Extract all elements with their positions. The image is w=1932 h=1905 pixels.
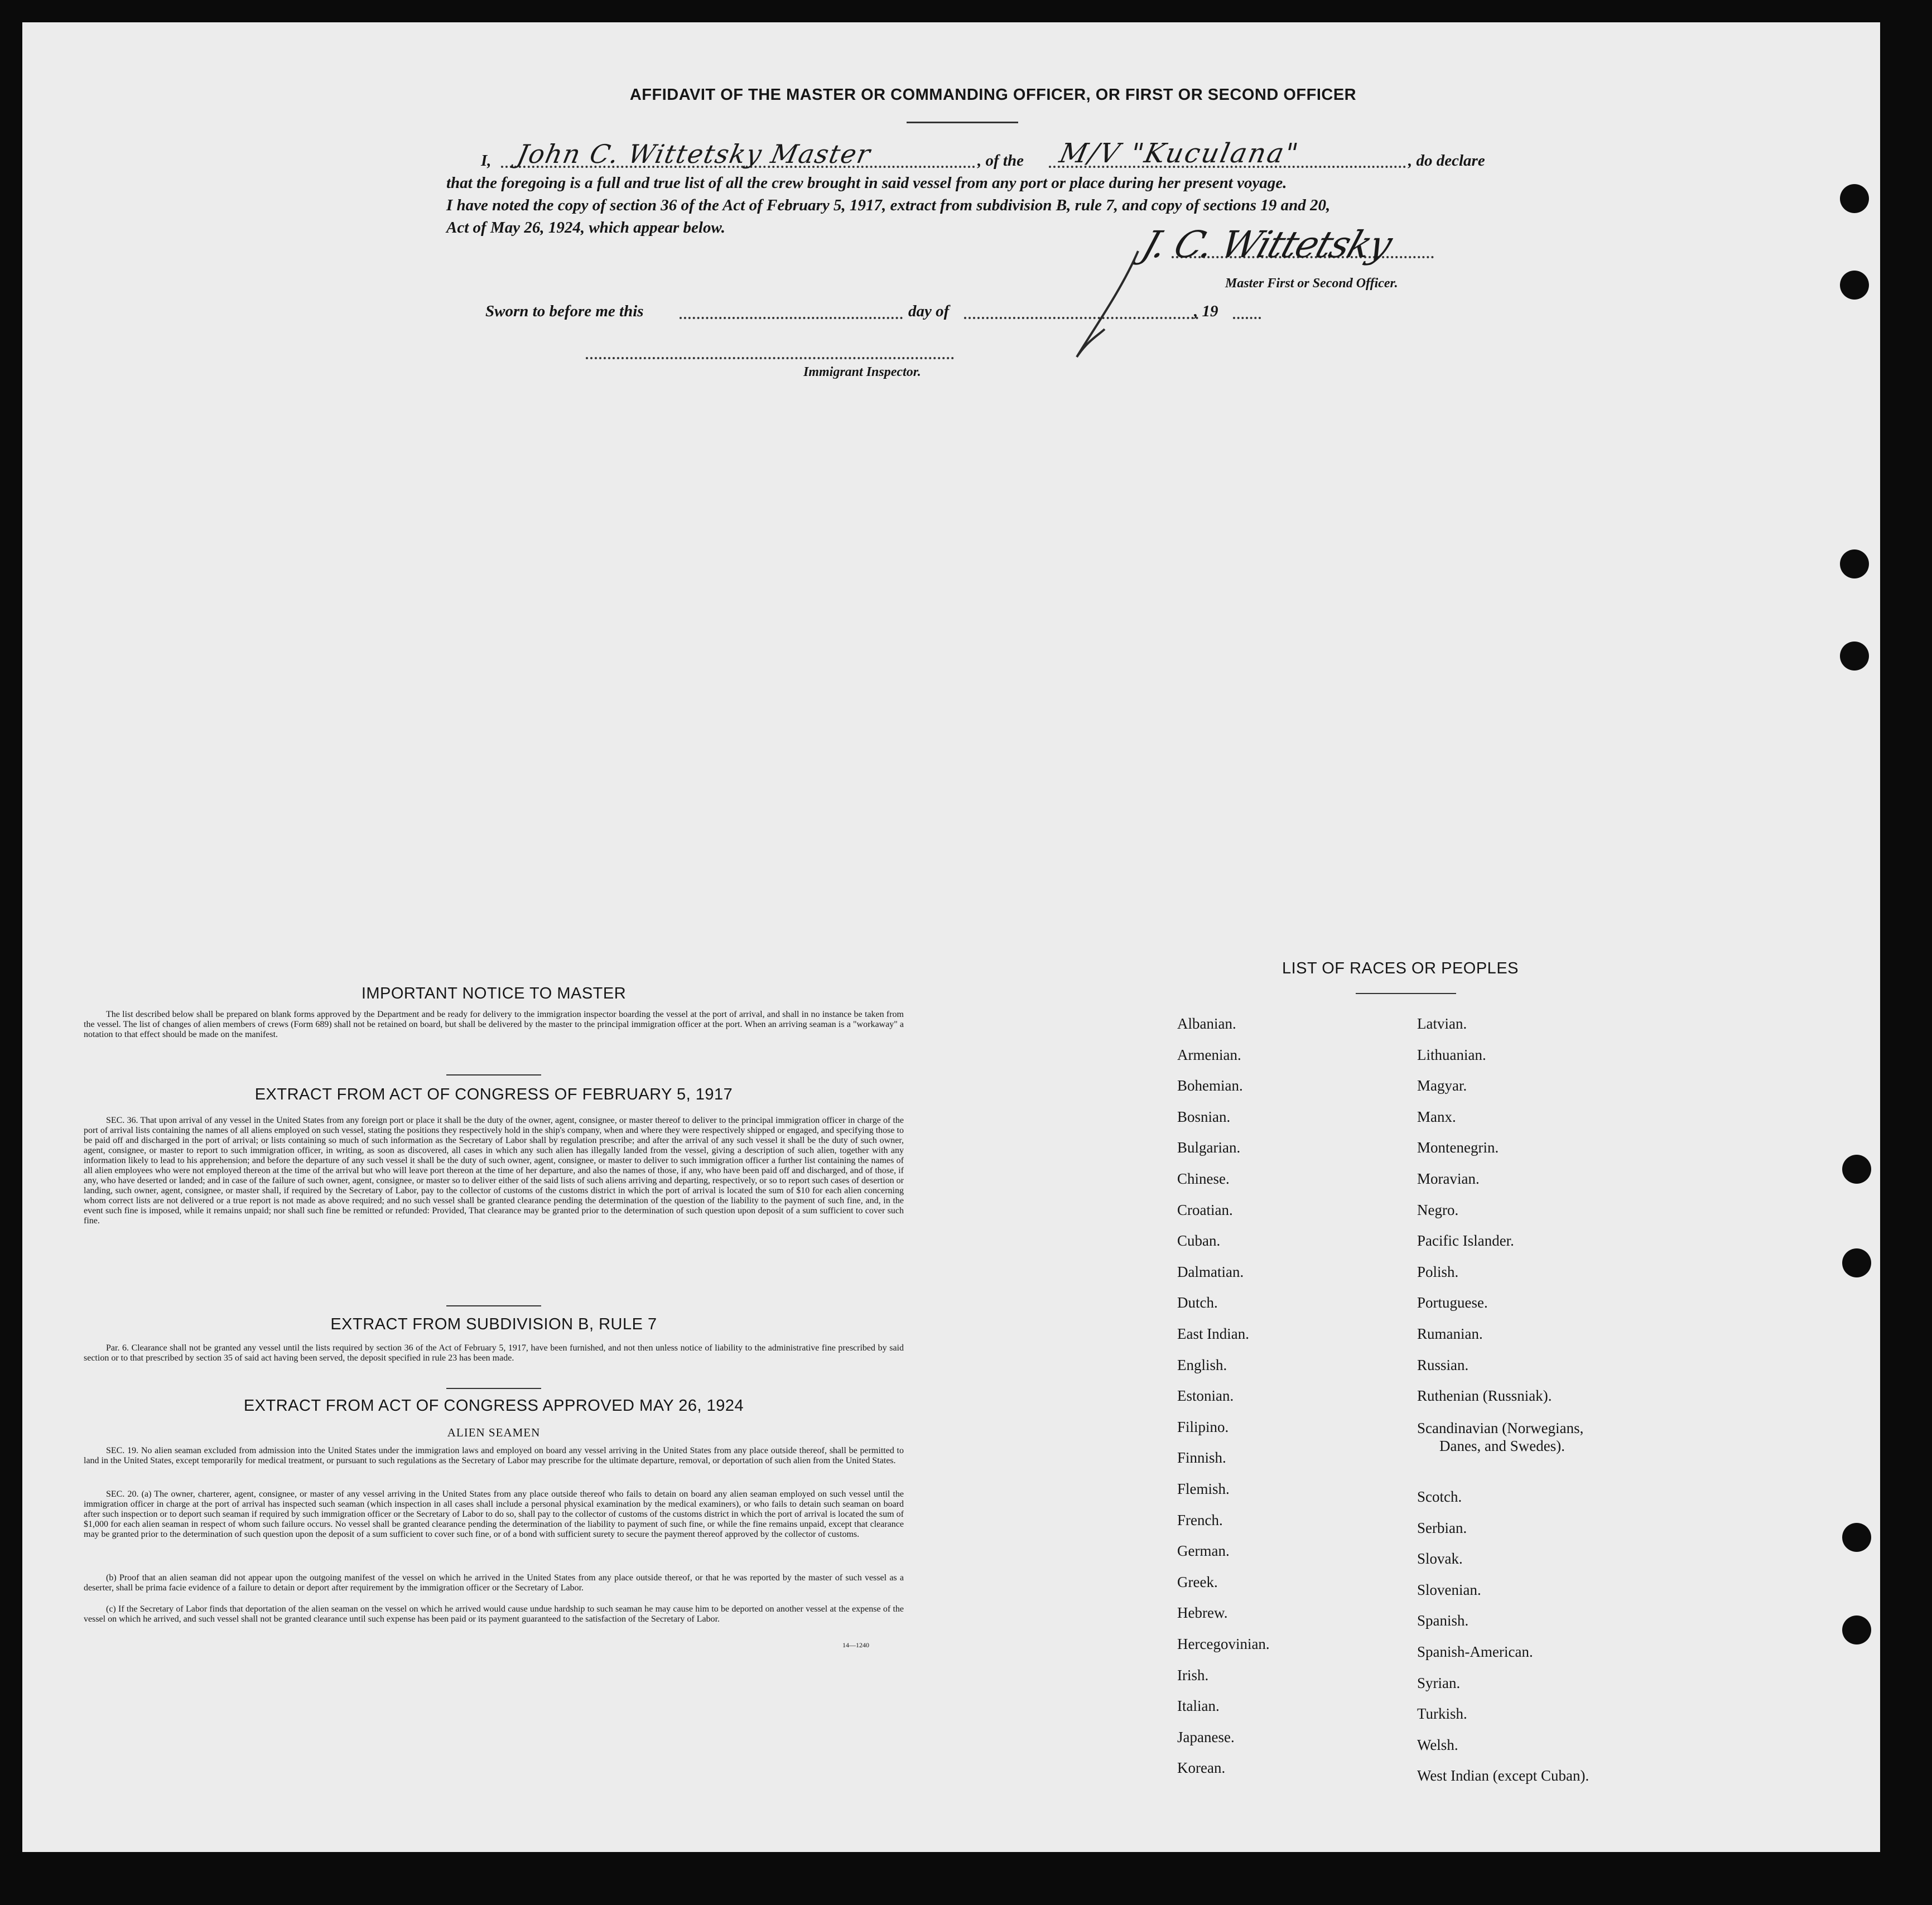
master-name-field [501,139,975,169]
alien-seamen-subheading: ALIEN SEAMEN [447,1426,541,1439]
affidavit-line1-suffix: , do declare [1408,152,1485,170]
race-item: Chinese. [1177,1170,1230,1187]
punch-hole [1840,184,1869,213]
race-item: Scandinavian (Norwegians, [1417,1420,1584,1437]
race-item: Rumanian. [1417,1325,1483,1342]
sec20c-text: (c) If the Secretary of Labor finds that deportation of the alien seaman on the vessel on which he arrived would cause undue hardship to such seaman he may cause him to be deported on another vessel at the expense of the vessel on which he arrived, and such vessel shall not be granted clearance until such expense has been paid or its payment guaranteed to the satisfaction of the Secretary of Labor. [84,1604,904,1624]
race-item: Scotch. [1417,1488,1462,1505]
race-item: Irish. [1177,1666,1209,1684]
race-item: Latvian. [1417,1015,1467,1032]
affidavit-line3: I have noted the copy of section 36 of the Act of February 5, 1917, extract from subdivision B, rule 7, and copy of sections 19 and 20, [446,196,1331,214]
sworn-year-label: , 19 [1194,302,1218,320]
sworn-day-field [680,317,903,319]
race-item: English. [1177,1356,1227,1373]
race-item: Pacific Islander. [1417,1232,1514,1250]
signature-flourish [1071,245,1160,368]
extract-1917-heading: EXTRACT FROM ACT OF CONGRESS OF FEBRUARY 5, 1917 [254,1086,733,1103]
race-item: Estonian. [1177,1387,1234,1405]
notice-text: The list described below shall be prepared on blank forms approved by the Department and be ready for delivery to the immigration inspector boarding the vessel at the port of arrival, and shall in no instance be taken from the vessel. The list of changes of alien members of crews (Form 689) shall not be retained on board, but shall be delivered by the master to the principal immigration officer at the port. When an arriving seaman is a "workaway" a notation to that effect should be made on the manifest. [84,1010,904,1039]
race-item: Cuban. [1177,1232,1221,1250]
sworn-year-field [1233,317,1261,319]
race-item: Spanish-American. [1417,1643,1533,1660]
race-item: Hebrew. [1177,1604,1228,1622]
inspector-caption: Immigrant Inspector. [803,365,921,379]
race-item: Italian. [1177,1697,1220,1715]
affidavit-line2: that the foregoing is a full and true list of all the crew brought in said vessel from any port or place during her present voyage. [446,174,1287,192]
race-item: Dalmatian. [1177,1263,1244,1280]
race-item: Albanian. [1177,1015,1236,1032]
race-item: Lithuanian. [1417,1046,1486,1063]
race-item: Turkish. [1417,1705,1467,1723]
extract-1924-heading: EXTRACT FROM ACT OF CONGRESS APPROVED MAY 26, 1924 [243,1397,744,1415]
race-item: Hercegovinian. [1177,1636,1270,1652]
vessel-name-field [1049,138,1406,169]
race-item: Slovak. [1417,1550,1463,1568]
extract-1917-text: SEC. 36. That upon arrival of any vessel in the United States from any foreign port or place it shall be the duty of the owner, agent, consignee, or master thereof to deliver to the principal immigration officer in charge of the port of arrival lists containing the names of all aliens employed on such vessel, stating the positions they respectively hold in the ship's company, when and where they were respectively shipped or engaged, and specifying those to be paid off and discharged in the port of arrival; or lists containing so much of such information as the Secretary of Labor shall by regulation prescribe; and after the arrival of any such vessel it shall be the duty of such owner, agent, consignee, or master to report to such immigration officer, in writing, as soon as discovered, all cases in which any such alien has illegally landed from the vessel, giving a description of such alien, together with any information likely to lead to his apprehension; and before the departure of any such vessel it shall be the duty of such owner, agent, consignee, or master to deliver to such immigration officer a further list containing the names of all alien employees who were not employed thereon at the time of the arrival but who will leave port thereon at the time of her departure, and also the names of those, if any, who have been paid off and discharged, and of those, if any, who have deserted or landed; and in case of the failure of such owner, agent, consignee, or master so to deliver either of the said lists of such aliens arriving and departing, respectively, or so to report such cases of desertion or landing, such owner, agent, consignee, or master shall, if required by the Secretary of Labor, pay to the collector of customs of the customs district in which the port of arrival is located the sum of $10 for each alien concerning whom correct lists are not delivered or a true report is not made as above required; and no such vessel shall be granted clearance pending the determination of the question of the liability to the payment of such fine, and, in the event such fine is imposed, while it remains unpaid; nor shall such fine be remitted or refunded: Provided, That clearance may be granted prior to the determination of such question upon deposit of a sum sufficient to cover such fine. [84,1116,904,1226]
punch-hole [1842,1155,1871,1184]
races-heading: LIST OF RACES OR PEOPLES [1281,959,1519,977]
punch-hole [1840,271,1869,300]
race-item: Negro. [1417,1201,1459,1218]
race-item: Syrian. [1417,1674,1461,1691]
punch-hole [1840,549,1869,578]
rule7-heading: EXTRACT FROM SUBDIVISION B, RULE 7 [330,1315,657,1333]
race-item: German. [1177,1542,1230,1560]
race-item: Magyar. [1417,1077,1467,1094]
race-item: Montenegrin. [1417,1139,1499,1156]
race-item: Welsh. [1417,1736,1458,1753]
race-item: Serbian. [1417,1519,1467,1536]
race-item: Bulgarian. [1177,1139,1241,1156]
race-item: West Indian (except Cuban). [1417,1767,1589,1785]
sec20b-text: (b) Proof that an alien seaman did not appear upon the outgoing manifest of the vessel on which he arrived in the United States from any place outside thereof, or that he was reported by the master of such vessel as a deserter, shall be prima facie evidence of a failure to detain or deport after requirement by the immigration officer or the Secretary of Labor. [84,1573,904,1593]
race-item: Polish. [1417,1263,1459,1280]
master-name-handwriting: John C. Wittetsky Master [514,139,874,169]
race-item: French. [1177,1511,1223,1528]
punch-hole [1842,1248,1871,1277]
inspector-signature-line [586,357,954,359]
signature-caption: Master First or Second Officer. [1225,276,1398,291]
races-rule [1356,993,1456,994]
race-item: Bohemian. [1177,1077,1243,1094]
race-item: Spanish. [1417,1612,1469,1629]
race-item: Korean. [1177,1759,1226,1777]
race-item: Dutch. [1177,1294,1218,1311]
race-item: Greek. [1177,1573,1218,1590]
form-number: 14—1240 [842,1641,869,1649]
race-item: Ruthenian (Russniak). [1417,1387,1552,1405]
sworn-prefix: Sworn to before me this [485,302,644,320]
race-item: Japanese. [1177,1728,1235,1745]
sworn-day-label: day of [908,302,950,320]
rule7-text: Par. 6. Clearance shall not be granted any vessel until the lists required by section 36 of the Act of February 5, 1917, have been furnished, and not then unless notice of liability to the administrative fine prescribed by said section or to that prescribed by section 35 of said act having been served, the deposit specified in rule 23 has been made. [84,1343,904,1363]
affidavit-line1-middle: , of the [977,152,1024,170]
affidavit-title: AFFIDAVIT OF THE MASTER OR COMMANDING OFFICER, OR FIRST OR SECOND OFFICER [629,86,1357,104]
sworn-month-field [964,317,1198,319]
race-item: Portuguese. [1417,1294,1488,1311]
punch-hole [1840,642,1869,671]
title-rule [907,122,1018,123]
race-item: Finnish. [1177,1449,1226,1467]
race-item: Bosnian. [1177,1108,1231,1125]
sec19-text: SEC. 19. No alien seaman excluded from admission into the United States under the immigration laws and employed on board any vessel arriving in the United States from any place outside thereof, shall be permitted to land in the United States, except temporarily for medical treatment, or pursuant to such regulations as the Secretary of Labor may prescribe for the ultimate departure, removal, or deportation of such alien from the United States. [84,1446,904,1465]
race-item: Armenian. [1177,1046,1241,1063]
extract-1917-rule [446,1074,541,1076]
race-item: Moravian. [1417,1170,1480,1187]
punch-hole [1842,1523,1871,1552]
race-item: Slovenian. [1417,1581,1481,1598]
race-item: East Indian. [1177,1325,1249,1342]
rule7-rule [446,1305,541,1306]
notice-heading: IMPORTANT NOTICE TO MASTER [361,985,627,1002]
affidavit-line4: Act of May 26, 1924, which appear below. [446,219,725,237]
document-page [22,22,1880,1852]
race-item: Danes, and Swedes). [1439,1438,1565,1455]
race-item: Filipino. [1177,1418,1229,1435]
sec20a-text: SEC. 20. (a) The owner, charterer, agent, consignee, or master of any vessel arriving in the United States from any place outside thereof who fails to detain on board any alien seaman employed on such vessel until the immigration officer in charge at the port of arrival has inspected such seaman (which inspection in all cases shall include a personal physical examination by the medical examiners), or who fails to detain such seaman on board after such inspection or to deport such seaman if required by such immigration officer or the Secretary of Labor to do so, shall pay to the collector of customs of the customs district in which the port of arrival is located the sum of $1,000 for each alien seaman in respect of whom such failure occurs. No vessel shall be granted clearance pending the determination of the liability to payment of such fine, or while the fine remains unpaid, except that clearance may be granted prior to the determination of such question upon the deposit of a sum sufficient to cover such fine, or of a bond with sufficient surety to secure the payment thereof approved by the collector of customs. [84,1489,904,1539]
officer-signature: J. C. Wittetsky [1136,223,1397,266]
affidavit-line1-prefix: I, [481,152,492,170]
punch-hole [1842,1615,1871,1644]
race-item: Flemish. [1177,1480,1230,1497]
extract-1924-rule [446,1388,541,1389]
race-item: Russian. [1417,1356,1469,1373]
vessel-name-handwriting: M/V "Kuculana" [1057,138,1303,169]
race-item: Croatian. [1177,1201,1233,1218]
race-item: Manx. [1417,1108,1456,1125]
